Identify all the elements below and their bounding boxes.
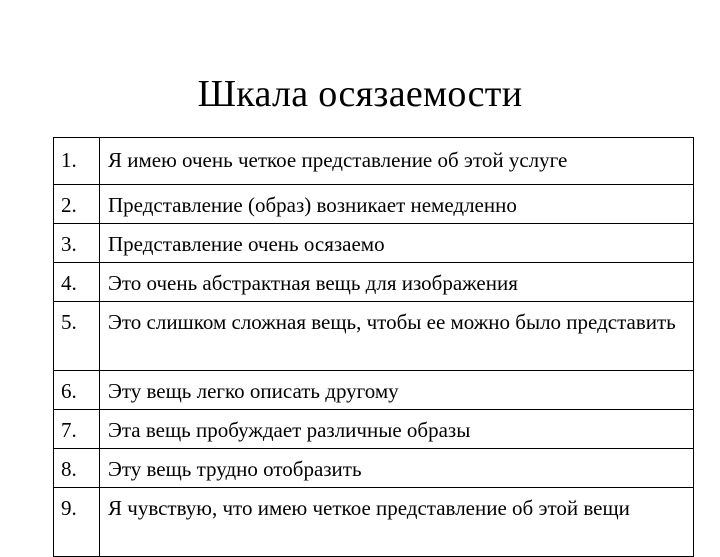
item-number: 3. [54, 224, 100, 263]
item-number: 7. [54, 410, 100, 449]
item-text: Это слишком сложная вещь, чтобы ее можно было представить [100, 302, 694, 371]
item-number: 2. [54, 185, 100, 224]
item-number: 6. [54, 371, 100, 410]
item-text: Я чувствую, что имею четкое представление об этой вещи [100, 488, 694, 557]
table-row [54, 371, 694, 410]
table-row [54, 138, 694, 185]
item-text: Я имею очень четкое представление об этой услуге [100, 138, 694, 185]
table-row [54, 488, 694, 557]
item-text: Эту вещь трудно отобразить [100, 449, 694, 488]
table-row [54, 302, 694, 371]
item-text: Эту вещь легко описать другому [100, 371, 694, 410]
table-row [54, 410, 694, 449]
item-number: 4. [54, 263, 100, 302]
table-row [54, 449, 694, 488]
page-title: Шкала осязаемости [197, 73, 523, 115]
tangibility-scale-table [53, 137, 694, 557]
table-row [54, 263, 694, 302]
item-text: Эта вещь пробуждает различные образы [100, 410, 694, 449]
item-text: Представление (образ) возникает немедленно [100, 185, 694, 224]
table-row [54, 224, 694, 263]
item-text: Представление очень осязаемо [100, 224, 694, 263]
item-text: Это очень абстрактная вещь для изображения [100, 263, 694, 302]
item-number: 1. [54, 138, 100, 185]
table-row [54, 185, 694, 224]
item-number: 9. [54, 488, 100, 557]
item-number: 8. [54, 449, 100, 488]
item-number: 5. [54, 302, 100, 371]
